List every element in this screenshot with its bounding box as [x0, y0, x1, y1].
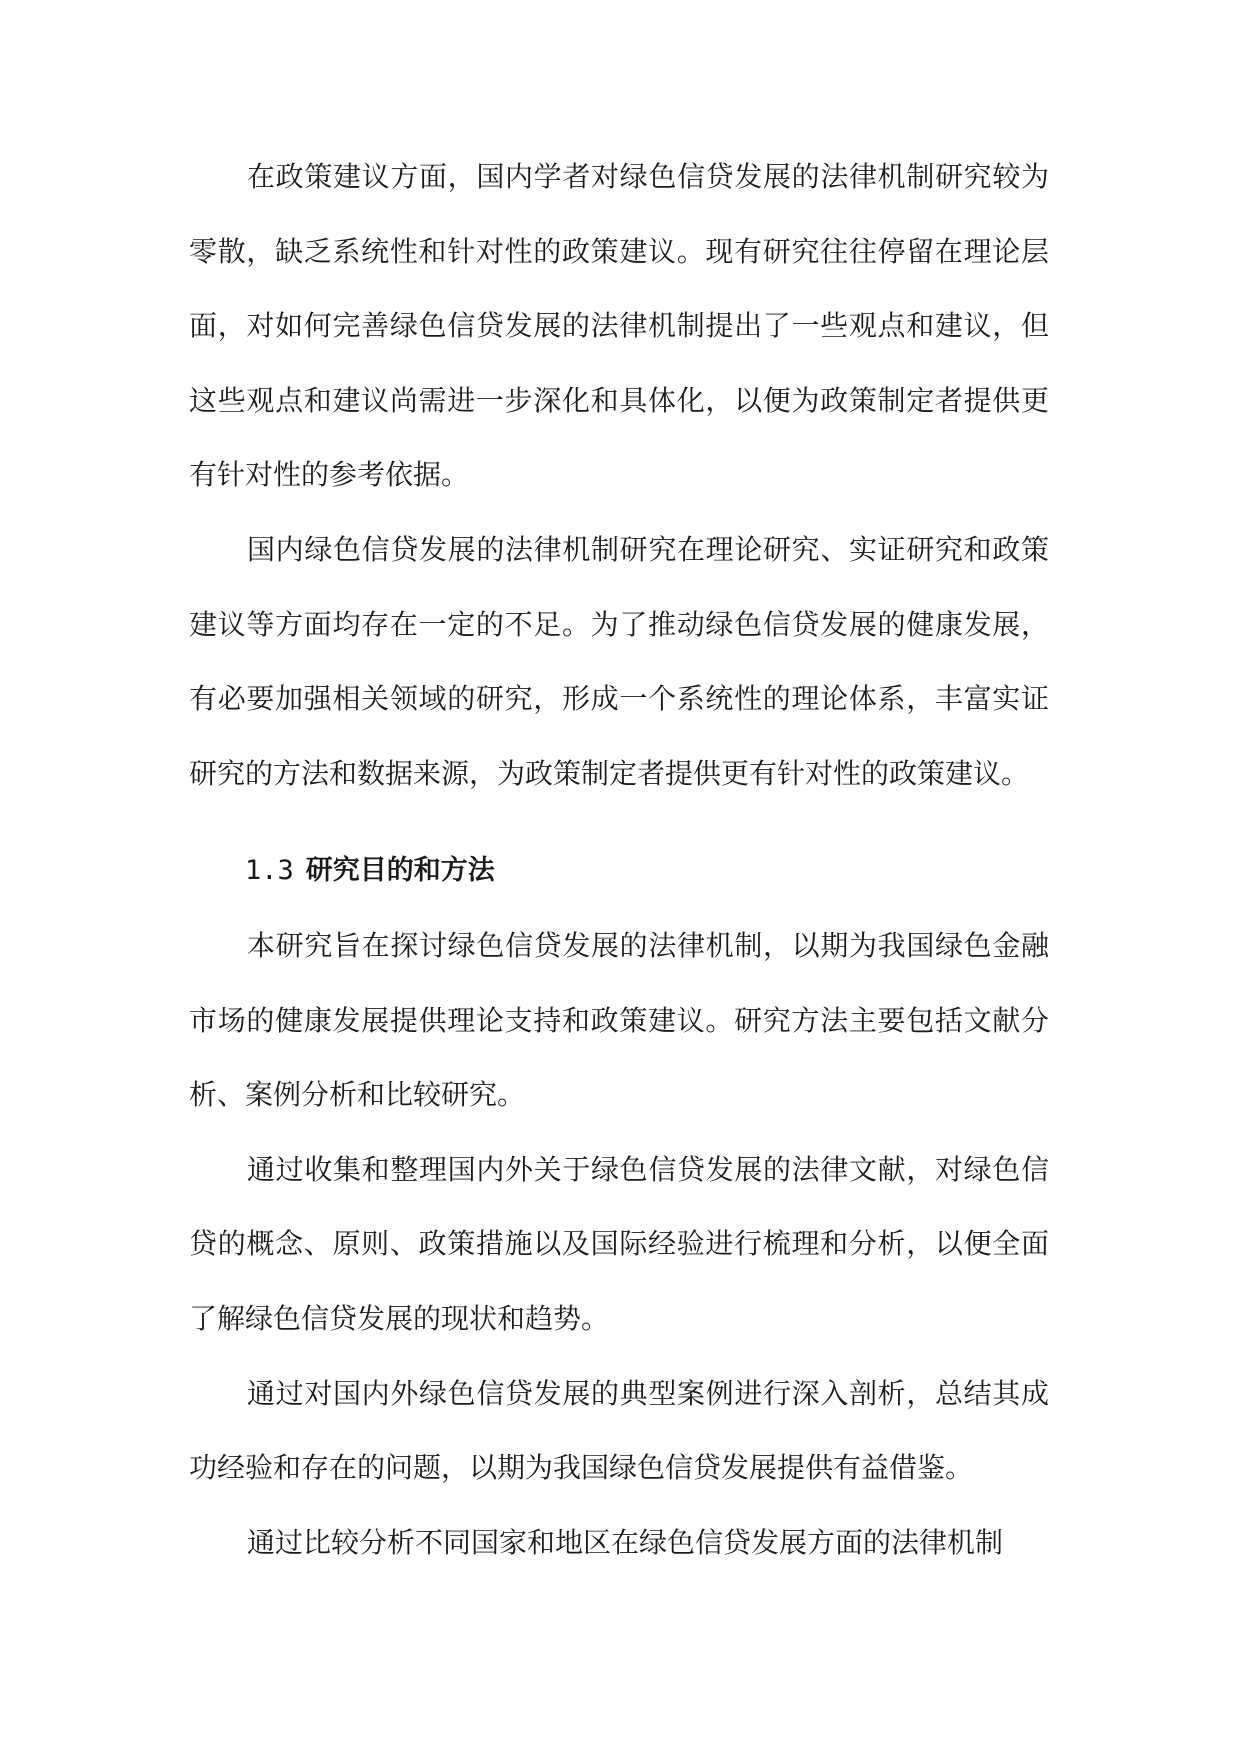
section-heading: [189, 834, 1049, 909]
section-title: 研究目的和方法: [305, 855, 495, 887]
body-paragraph: 国内绿色信贷发展的法律机制研究在理论研究、实证研究和政策建议等方面均存在一定的不足。为了推动绿色信贷发展的健康发展，有必要加强相关领域的研究，形成一个系统性的理论体系，丰富实证研究的方法和数据来源，为政策制定者提供更有针对性的政策建议。: [189, 532, 1049, 790]
section-number: 1.3: [245, 855, 294, 887]
body-paragraph: 通过收集和整理国内外关于绿色信贷发展的法律文献，对绿色信贷的概念、原则、政策措施以及国际经验进行梳理和分析，以便全面了解绿色信贷发展的现状和趋势。: [189, 1152, 1049, 1335]
body-paragraph: 通过对国内外绿色信贷发展的典型案例进行深入剖析，总结其成功经验和存在的问题，以期为我国绿色信贷发展提供有益借鉴。: [189, 1376, 1049, 1485]
body-paragraph: 通过比较分析不同国家和地区在绿色信贷发展方面的法律机制: [247, 1525, 1004, 1559]
body-paragraph: 在政策建议方面，国内学者对绿色信贷发展的法律机制研究较为零散，缺乏系统性和针对性的政策建议。现有研究往往停留在理论层面，对如何完善绿色信贷发展的法律机制提出了一些观点和建议，但这些观点和建议尚需进一步深化和具体化，以便为政策制定者提供更有针对性的参考依据。: [189, 160, 1049, 492]
document-body: [189, 140, 1049, 1580]
body-paragraph: 本研究旨在探讨绿色信贷发展的法律机制，以期为我国绿色金融市场的健康发展提供理论支持和政策建议。研究方法主要包括文献分析、案例分析和比较研究。: [189, 928, 1049, 1112]
